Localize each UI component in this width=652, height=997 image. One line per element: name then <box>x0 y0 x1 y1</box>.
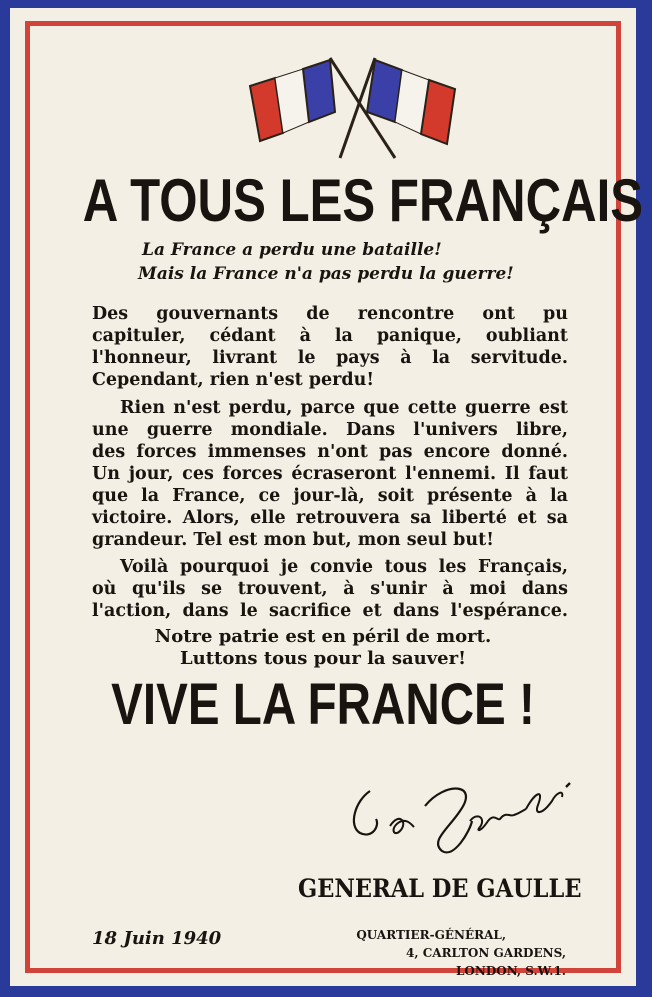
body-line: Des gouvernants de rencontre ont pu <box>92 304 568 324</box>
body-line: Rien n'est perdu, parce que cette guerre est <box>120 398 568 418</box>
body-line: Un jour, ces forces écraseront l'ennemi. Il faut <box>92 464 568 484</box>
body-line: capituler, cédant à la panique, oubliant <box>92 326 568 346</box>
closing-line: Notre patrie est en péril de mort. <box>154 626 492 647</box>
headline: A TOUS LES FRANÇAIS <box>82 167 644 234</box>
paragraph-3 <box>92 556 568 622</box>
signatory: GENERAL DE GAULLE <box>298 874 582 903</box>
left-flag <box>250 60 335 141</box>
body-line: l'honneur, livrant le pays à la servitude. <box>92 348 568 368</box>
slogan: VIVE LA FRANCE ! <box>111 672 535 737</box>
address-line: 4, CARLTON GARDENS, <box>406 946 566 960</box>
body-line: victoire. Alors, elle retrouvera sa liberté et sa <box>92 508 568 528</box>
body-line: où qu'ils se trouvent, à s'unir à moi dans <box>92 579 568 599</box>
address <box>356 926 566 980</box>
body-line: des forces immenses n'ont pas encore donné. <box>92 442 568 462</box>
subheadline-line: Mais la France n'a pas perdu la guerre! <box>138 264 514 284</box>
date: 18 Juin 1940 <box>92 928 222 949</box>
signature <box>330 771 620 861</box>
subheadline <box>138 238 514 286</box>
paragraph-1 <box>92 303 568 391</box>
crossed-flags-icon <box>245 56 465 166</box>
body-line: une guerre mondiale. Dans l'univers libre, <box>92 420 568 440</box>
body-line: grandeur. Tel est mon but, mon seul but! <box>92 530 494 550</box>
address-line: LONDON, S.W.1. <box>455 964 566 978</box>
body-line: Voilà pourquoi je convie tous les Français, <box>120 557 568 577</box>
body-line: que la France, ce jour-là, soit présente à la <box>92 486 568 506</box>
subheadline-line: La France a perdu une bataille! <box>142 240 442 260</box>
address-line: QUARTIER-GÉNÉRAL, <box>356 928 506 942</box>
body-line: l'action, dans le sacrifice et dans l'espérance. <box>92 601 568 621</box>
right-flag <box>367 60 455 144</box>
red-border-frame <box>25 21 644 978</box>
paragraph-2 <box>92 397 568 551</box>
closing <box>30 626 616 670</box>
closing-line: Luttons tous pour la sauver! <box>179 648 467 669</box>
body-line: Cependant, rien n'est perdu! <box>92 370 375 390</box>
poster <box>10 8 644 986</box>
